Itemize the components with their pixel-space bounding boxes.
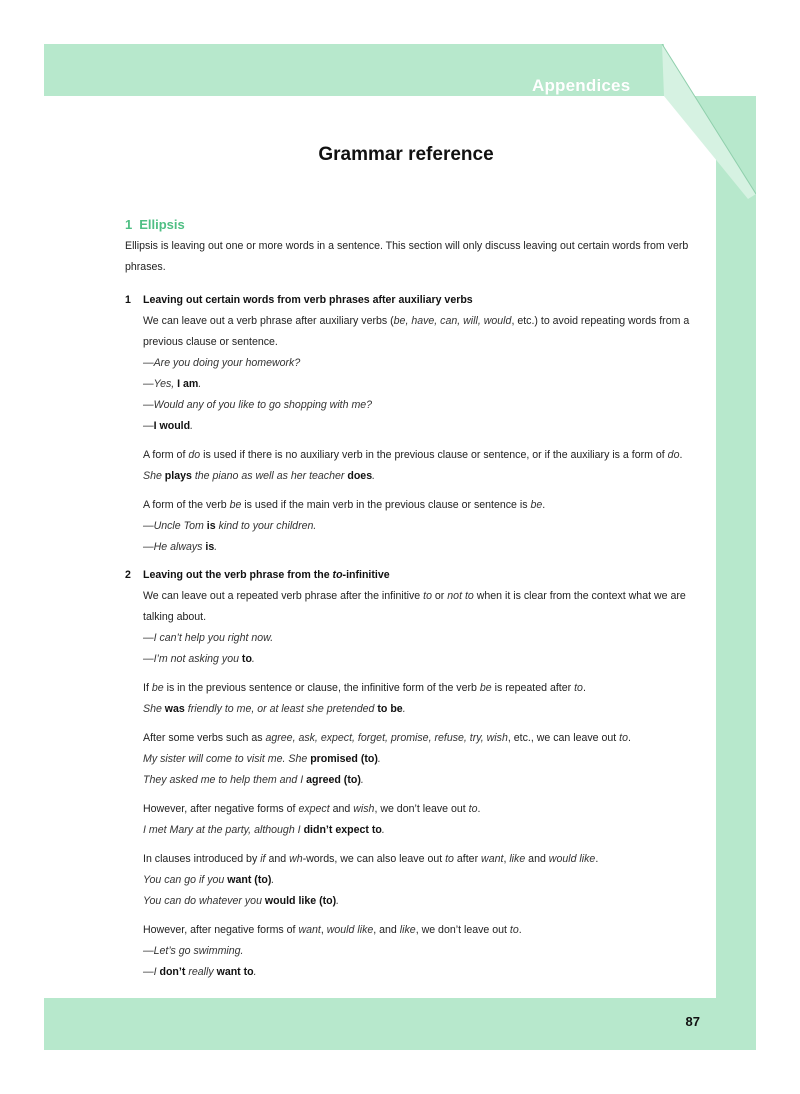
example: They asked me to help them and I agreed (to). bbox=[143, 774, 364, 786]
paragraph: We can leave out a verb phrase after auxiliary verbs (be, have, can, will, would, etc.) to avoid repeating words from a previous clause or sentence. bbox=[143, 315, 690, 348]
section-heading bbox=[125, 214, 700, 236]
subsection-heading-1 bbox=[125, 290, 700, 311]
subsection-number: 2 bbox=[125, 569, 131, 581]
example: You can go if you want (to). bbox=[143, 874, 275, 886]
paragraph: A form of do is used if there is no auxiliary verb in the previous clause or sentence, or if the auxiliary is a form of do. bbox=[143, 449, 683, 461]
paragraph: We can leave out a repeated verb phrase after the infinitive to or not to when it is clear from the context what we are talking about. bbox=[143, 590, 686, 623]
page-curl-fold bbox=[640, 44, 756, 214]
paragraph: However, after negative forms of want, would like, and like, we don’t leave out to. bbox=[143, 924, 522, 936]
example: —I’m not asking you to. bbox=[143, 653, 255, 665]
example: —Yes, I am. bbox=[143, 378, 202, 390]
section-header-label: Appendices bbox=[532, 76, 631, 95]
example: I met Mary at the party, although I didn’t expect to. bbox=[143, 824, 385, 836]
content bbox=[125, 214, 700, 983]
subsection-heading-2 bbox=[125, 565, 700, 586]
example: —I can’t help you right now. bbox=[143, 632, 274, 644]
right-band bbox=[716, 96, 756, 1048]
section-intro: Ellipsis is leaving out one or more words in a sentence. This section will only discuss leaving out certain words from verb phrases. bbox=[125, 240, 689, 273]
subsection-number: 1 bbox=[125, 294, 131, 306]
example: —Uncle Tom is kind to your children. bbox=[143, 520, 317, 532]
example: My sister will come to visit me. She promised (to). bbox=[143, 753, 381, 765]
example: —Would any of you like to go shopping with me? bbox=[143, 399, 373, 411]
section-title: Ellipsis bbox=[139, 217, 185, 232]
example: You can do whatever you would like (to). bbox=[143, 895, 340, 907]
subsection-body-2 bbox=[125, 586, 700, 983]
example: She plays the piano as well as her teacher does. bbox=[143, 470, 376, 482]
paragraph: However, after negative forms of expect and wish, we don’t leave out to. bbox=[143, 803, 481, 815]
example: She was friendly to me, or at least she pretended to be. bbox=[143, 703, 406, 715]
example: —Let’s go swimming. bbox=[143, 945, 244, 957]
subsection-title: Leaving out the verb phrase from the to-infinitive bbox=[143, 569, 390, 581]
paragraph: A form of the verb be is used if the main verb in the previous clause or sentence is be. bbox=[143, 499, 546, 511]
subsection-title: Leaving out certain words from verb phrases after auxiliary verbs bbox=[143, 294, 473, 306]
example: —I would. bbox=[143, 420, 194, 432]
page-title: Grammar reference bbox=[318, 144, 494, 165]
paragraph: After some verbs such as agree, ask, expect, forget, promise, refuse, try, wish, etc., we can leave out to. bbox=[143, 732, 631, 744]
paragraph: If be is in the previous sentence or clause, the infinitive form of the verb be is repeated after to. bbox=[143, 682, 586, 694]
example: —I don’t really want to. bbox=[143, 966, 257, 978]
example: —Are you doing your homework? bbox=[143, 357, 301, 369]
section-number: 1 bbox=[125, 217, 133, 232]
bottom-band bbox=[44, 998, 756, 1050]
page-number: 87 bbox=[685, 1014, 700, 1029]
subsection-body-1 bbox=[125, 311, 700, 558]
example: —He always is. bbox=[143, 541, 218, 553]
paragraph: In clauses introduced by if and wh-words, we can also leave out to after want, like and would like. bbox=[143, 853, 599, 865]
